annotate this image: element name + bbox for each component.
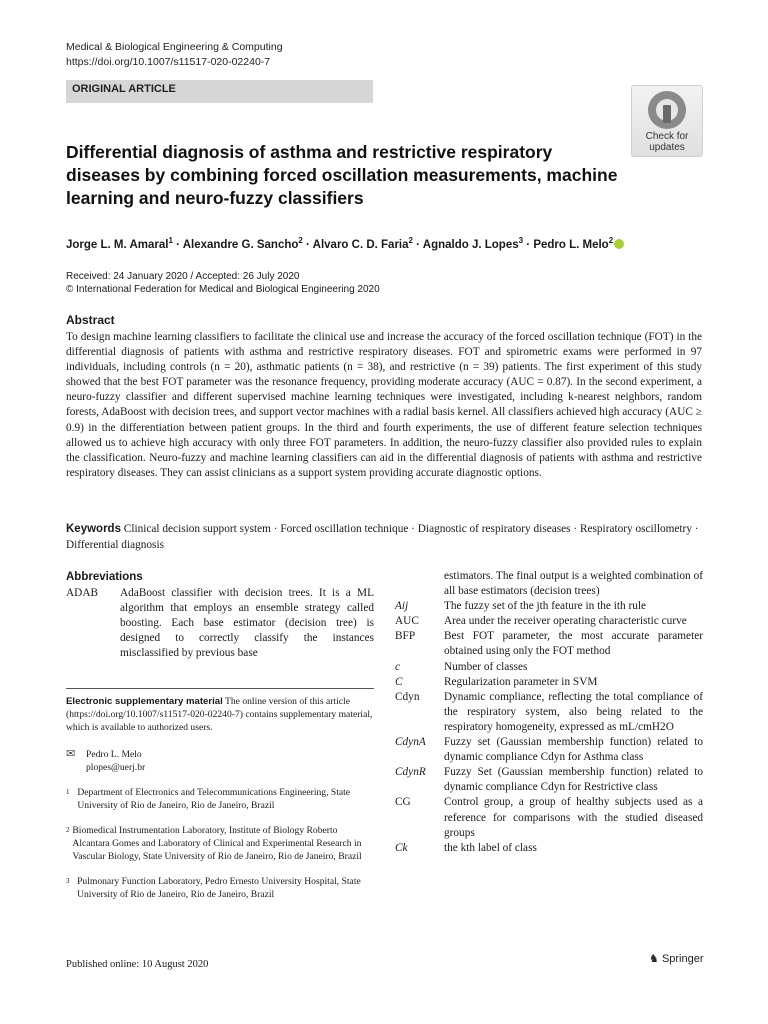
abbreviations-left-column [66,586,374,661]
abbreviation-term: CdynR [395,766,426,779]
received-accepted-dates: Received: 24 January 2020 / Accepted: 26 July 2020 [66,271,300,282]
abbreviation-definition: The fuzzy set of the jth feature in the ith rule [444,600,647,613]
abstract-heading: Abstract [66,313,115,327]
journal-name: Medical & Biological Engineering & Computing [66,41,283,53]
abbreviation-term: AUC [395,615,419,628]
affiliation-text: Biomedical Instrumentation Laboratory, Institute of Biology Roberto Alcantara Gomes and Laboratory of Clinical and Experimental Research in Vascular Biology, State University of Rio de Janeiro, Rio de Janeiro, Brazil [72,825,362,862]
abbreviations-right-column [395,569,703,856]
envelope-icon: ✉ [66,748,76,760]
abbreviations-heading: Abbreviations [66,571,143,583]
author-list: Jorge L. M. Amaral$^1$ · Alexandre G. Sancho$^2$ · Alvaro C. D. Faria$^2$ · Agnaldo J. Lopes$^3$ · Pedro L. Melo$^2$ [66,233,706,253]
author-name[interactable]: Jorge L. M. Amaral [66,238,169,251]
article-title: Differential diagnosis of asthma and restrictive respiratory diseases by combining forced oscillation measurements, machine learning and neuro-fuzzy classifiers [66,142,618,208]
affiliation-text: Department of Electronics and Telecommunications Engineering, State University of Rio de Janeiro, Rio de Janeiro, Brazil [77,787,351,811]
abbreviation-entry [395,735,703,765]
article-dates [66,270,380,296]
abbreviation-definition: Fuzzy set (Gaussian membership function) related to dynamic compliance Cdyn for Asthma class [444,736,703,764]
affiliation-number: 1 [66,788,70,796]
abbreviation-definition: Control group, a group of healthy subjects used as a reference for comparisons with the studied diseased groups [444,796,703,839]
affiliation-text: Pulmonary Function Laboratory, Pedro Ernesto University Hospital, State University of Rio de Janeiro, Rio de Janeiro, Brazil [77,876,361,900]
author-affiliation: 2 [298,236,303,245]
author-affiliation: 3 [518,236,524,245]
author-affiliation: 2 [608,236,614,245]
abbreviation-entry [395,614,703,629]
abbreviation-term: Ck [395,841,408,854]
abbreviation-term: CdynA [395,736,426,749]
abbreviation-term: Cdyn [395,690,420,703]
abbreviation-term: BFP [395,630,416,643]
abbreviation-definition: AdaBoost classifier with decision trees. It is a ML algorithm that employs an ensemble strategy called boosting. Each base estimator (decision tree) is designed to correctly classify the instances misclassified by previous base [120,587,374,660]
keywords-text: Clinical decision support system · Forced oscillation technique · Diagnostic of respiratory diseases · Respiratory oscillometry · Differential diagnosis [66,523,699,551]
check-for-updates-badge[interactable] [631,85,703,157]
abbreviation-term: Aij [395,600,409,613]
author-affiliation: 1 [168,236,173,245]
author-name[interactable]: Alexandre G. Sancho [182,238,299,251]
affiliation-entry [66,875,374,901]
footnotes [66,688,374,901]
abbreviation-entry [395,629,703,659]
springer-horse-icon: ♞ [649,953,659,965]
abbreviation-entry [395,841,703,856]
abbreviation-definition: the kth label of class [444,841,537,854]
esm-label: Electronic supplementary material [66,696,223,707]
abbreviation-term: c [395,660,401,673]
publisher-name: Springer [661,953,704,965]
springer-logo [649,952,704,965]
keywords [66,521,702,553]
abbreviation-definition: Regularization parameter in SVM [444,675,598,688]
abbreviation-entry [66,586,374,661]
check-for-updates-label: Check for updates [645,131,689,153]
doi-link[interactable]: https://doi.org/10.1007/s11517-020-02240-7 [66,56,271,68]
copyright-notice: © International Federation for Medical and Biological Engineering 2020 [66,284,380,295]
abbreviation-term: C [395,675,403,688]
author-affiliation: 2 [408,236,413,245]
affiliation-number: 2 [66,826,70,834]
abbreviation-entry [395,599,703,614]
abbreviation-term: ADAB [66,587,99,599]
abbreviation-entry [395,795,703,840]
author-name[interactable]: Alvaro C. D. Faria [312,238,409,251]
abbreviation-definition: Dynamic compliance, reflecting the total compliance of the respiratory system, also being related to the respiratory homogeneity, expressed as mL/cmH2O [444,690,703,733]
abbreviation-definition: Best FOT parameter, the most accurate parameter obtained using only the FOT method [444,630,703,658]
affiliation-entry [66,786,374,812]
affiliation-entry [66,824,374,863]
abbreviation-definition: Area under the receiver operating characteristic curve [444,615,687,628]
journal-header [66,40,283,70]
published-online-date: Published online: 10 August 2020 [66,959,209,970]
abbreviation-entry [395,675,703,690]
abbreviation-entry [395,690,703,735]
keywords-label: Keywords [66,523,121,535]
supplementary-material-note [66,695,374,734]
author-name[interactable]: Agnaldo J. Lopes [422,238,519,251]
corresponding-author-name: Pedro L. Melo [86,749,142,760]
abbreviation-continuation: estimators. The final output is a weighted combination of all base estimators (decision trees) [444,570,703,598]
crossmark-icon [648,91,686,129]
author-name[interactable]: Pedro L. Melo [533,238,609,251]
corresponding-author-email[interactable]: plopes@uerj.br [86,762,146,773]
orcid-icon[interactable] [614,239,624,249]
abbreviation-term: CG [395,796,411,809]
abbreviation-definition: Fuzzy Set (Gaussian membership function) related to dynamic compliance Cdyn for Restrictive class [444,766,703,794]
abbreviation-entry [395,660,703,675]
corresponding-author [66,748,374,774]
article-type-banner: ORIGINAL ARTICLE [66,80,373,103]
esm-text: The online version of this article (https://doi.org/10.1007/s11517-020-02240-7) contains supplementary material, which is available to authorized users. [66,696,373,733]
abstract-text: To design machine learning classifiers to facilitate the clinical use and increase the accuracy of the forced oscillation technique (FOT) in the differential diagnosis of patients with asthma and restrictive respiratory diseases. FOT and spirometric exams were performed in 97 individuals, including controls (n = 20), asthmatic patients (n = 38), and restrictive (n = 39) patients. The first experiment of this study showed that the best FOT parameter was the resonance frequency, providing moderate accuracy (AUC = 0.87). In the second experiment, a neuro-fuzzy classifier and different supervised machine learning techniques were investigated, including k-nearest neighbors, random forests, AdaBoost with decision trees, and support vector machines with a radial basis kernel. All classifiers achieved high accuracy (AUC ≥ 0.9) in the differentiation between patient groups. In the third and fourth experiments, the use of different feature selection techniques allowed us to achieve high accuracy with only three FOT parameters. In addition, the neuro-fuzzy classifier also provided rules to explain the classification. Neuro-fuzzy and machine learning classifiers can aid in the differential diagnosis of patients with asthma and restrictive respiratory diseases. They can assist clinicians as a support system providing accurate diagnostic options. [66,331,702,479]
affiliation-number: 3 [66,877,70,885]
abbreviation-entry [395,765,703,795]
abbreviation-definition: Number of classes [444,660,528,673]
